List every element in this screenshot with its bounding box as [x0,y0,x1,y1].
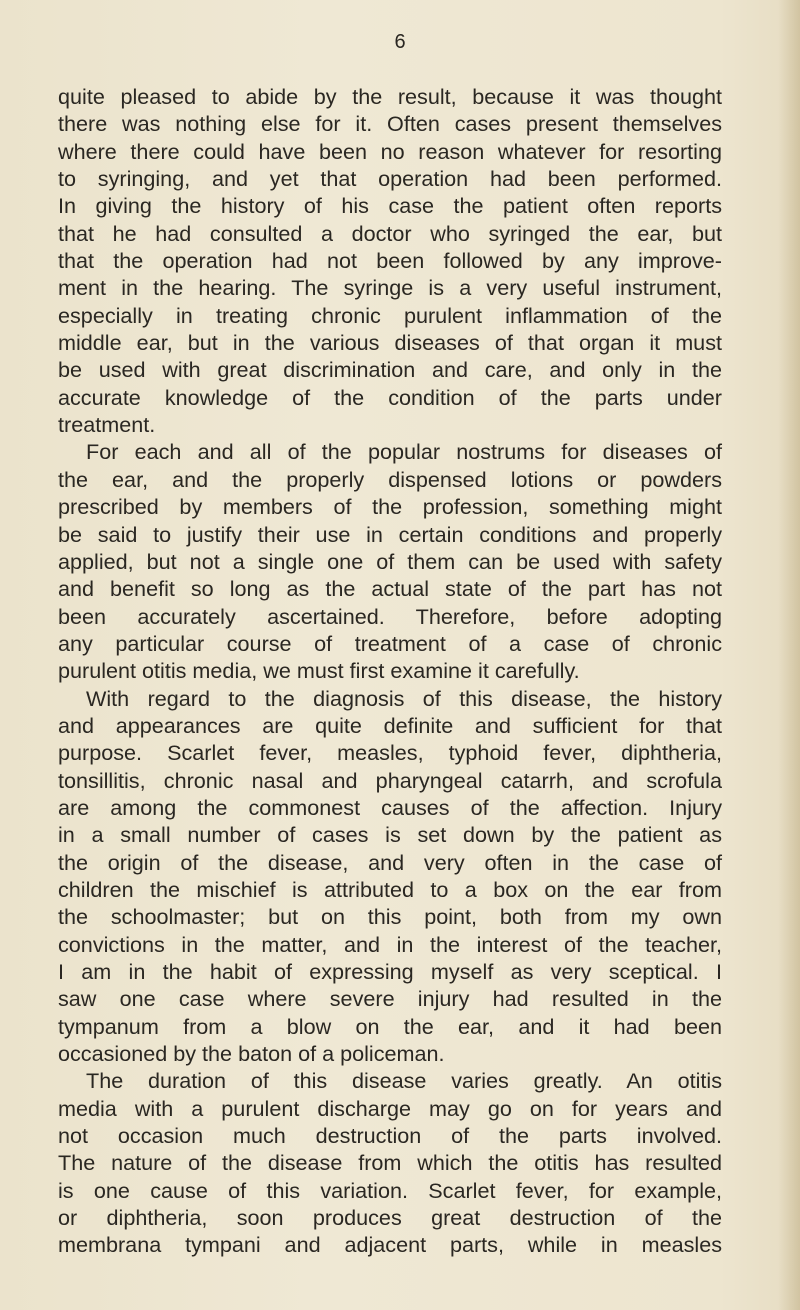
text-line: the schoolmaster; but on this point, both from my own [58,904,722,930]
text-line: and appearances are quite definite and sufficient for that [58,712,722,738]
text-line: be used with great discrimination and care, and only in the [58,357,722,383]
text-line: to syringing, and yet that operation had been performed. [58,166,722,192]
page-edge-shadow [778,0,800,1310]
text-line: especially in treating chronic purulent inflammation of the [58,302,722,328]
text-line: media with a purulent discharge may go on for years and [58,1095,722,1121]
text-line: purpose. Scarlet fever, measles, typhoid fever, diphtheria, [58,740,722,766]
text-line: children the mischief is attributed to a box on the ear from [58,876,722,902]
text-line: in a small number of cases is set down by the patient as [58,822,722,848]
text-line: With regard to the diagnosis of this disease, the history [86,685,722,711]
text-line: or diphtheria, soon produces great destruction of the [58,1205,722,1231]
text-line: middle ear, but in the various diseases of that organ it must [58,330,722,356]
text-line: treatment. [58,412,156,438]
text-line: membrana tympani and adjacent parts, while in measles [58,1232,722,1258]
page-number: 6 [394,31,406,53]
text-line: quite pleased to abide by the result, because it was thought [58,84,722,109]
text-line: is one cause of this variation. Scarlet fever, for example, [58,1177,722,1203]
text-line: occasioned by the baton of a policeman. [58,1041,445,1067]
text-line: I am in the habit of expressing myself as very sceptical. I [58,959,722,984]
text-line: that the operation had not been followed by any improve- [58,248,722,274]
text-line: that he had consulted a doctor who syringed the ear, but [58,220,722,246]
text-line: are among the commonest causes of the affection. Injury [58,794,722,820]
text-line: tympanum from a blow on the ear, and it had been [58,1013,722,1039]
text-line: there was nothing else for it. Often cases present themselves [58,111,722,137]
body-text [58,83,722,1259]
text-line: where there could have been no reason whatever for resorting [58,138,722,164]
text-line: be said to justify their use in certain conditions and properly [58,521,722,547]
text-line: purulent otitis media, we must first examine it carefully. [58,658,580,684]
text-line: convictions in the matter, and in the interest of the teacher, [58,931,722,957]
text-line: The nature of the disease from which the otitis has resulted [58,1150,722,1176]
text-line: prescribed by members of the profession, something might [58,494,722,520]
text-line: been accurately ascertained. Therefore, before adopting [58,603,722,629]
text-line: For each and all of the popular nostrums for diseases of [86,439,722,465]
text-line: applied, but not a single one of them can be used with safety [58,548,722,574]
text-line: tonsillitis, chronic nasal and pharyngeal catarrh, and scrofula [58,767,722,793]
text-line: the ear, and the properly dispensed lotions or powders [58,466,722,492]
text-line: any particular course of treatment of a case of chronic [58,630,722,656]
text-line: ment in the hearing. The syringe is a very useful instrument, [58,275,722,301]
text-line: In giving the history of his case the patient often reports [58,193,722,219]
text-line: saw one case where severe injury had resulted in the [58,986,722,1012]
text-line: the origin of the disease, and very often in the case of [58,849,722,875]
text-line: not occasion much destruction of the parts involved. [58,1123,722,1149]
text-line: and benefit so long as the actual state of the part has not [58,576,722,602]
text-line: accurate knowledge of the condition of the parts under [58,384,722,410]
text-line: The duration of this disease varies greatly. An otitis [86,1068,722,1094]
